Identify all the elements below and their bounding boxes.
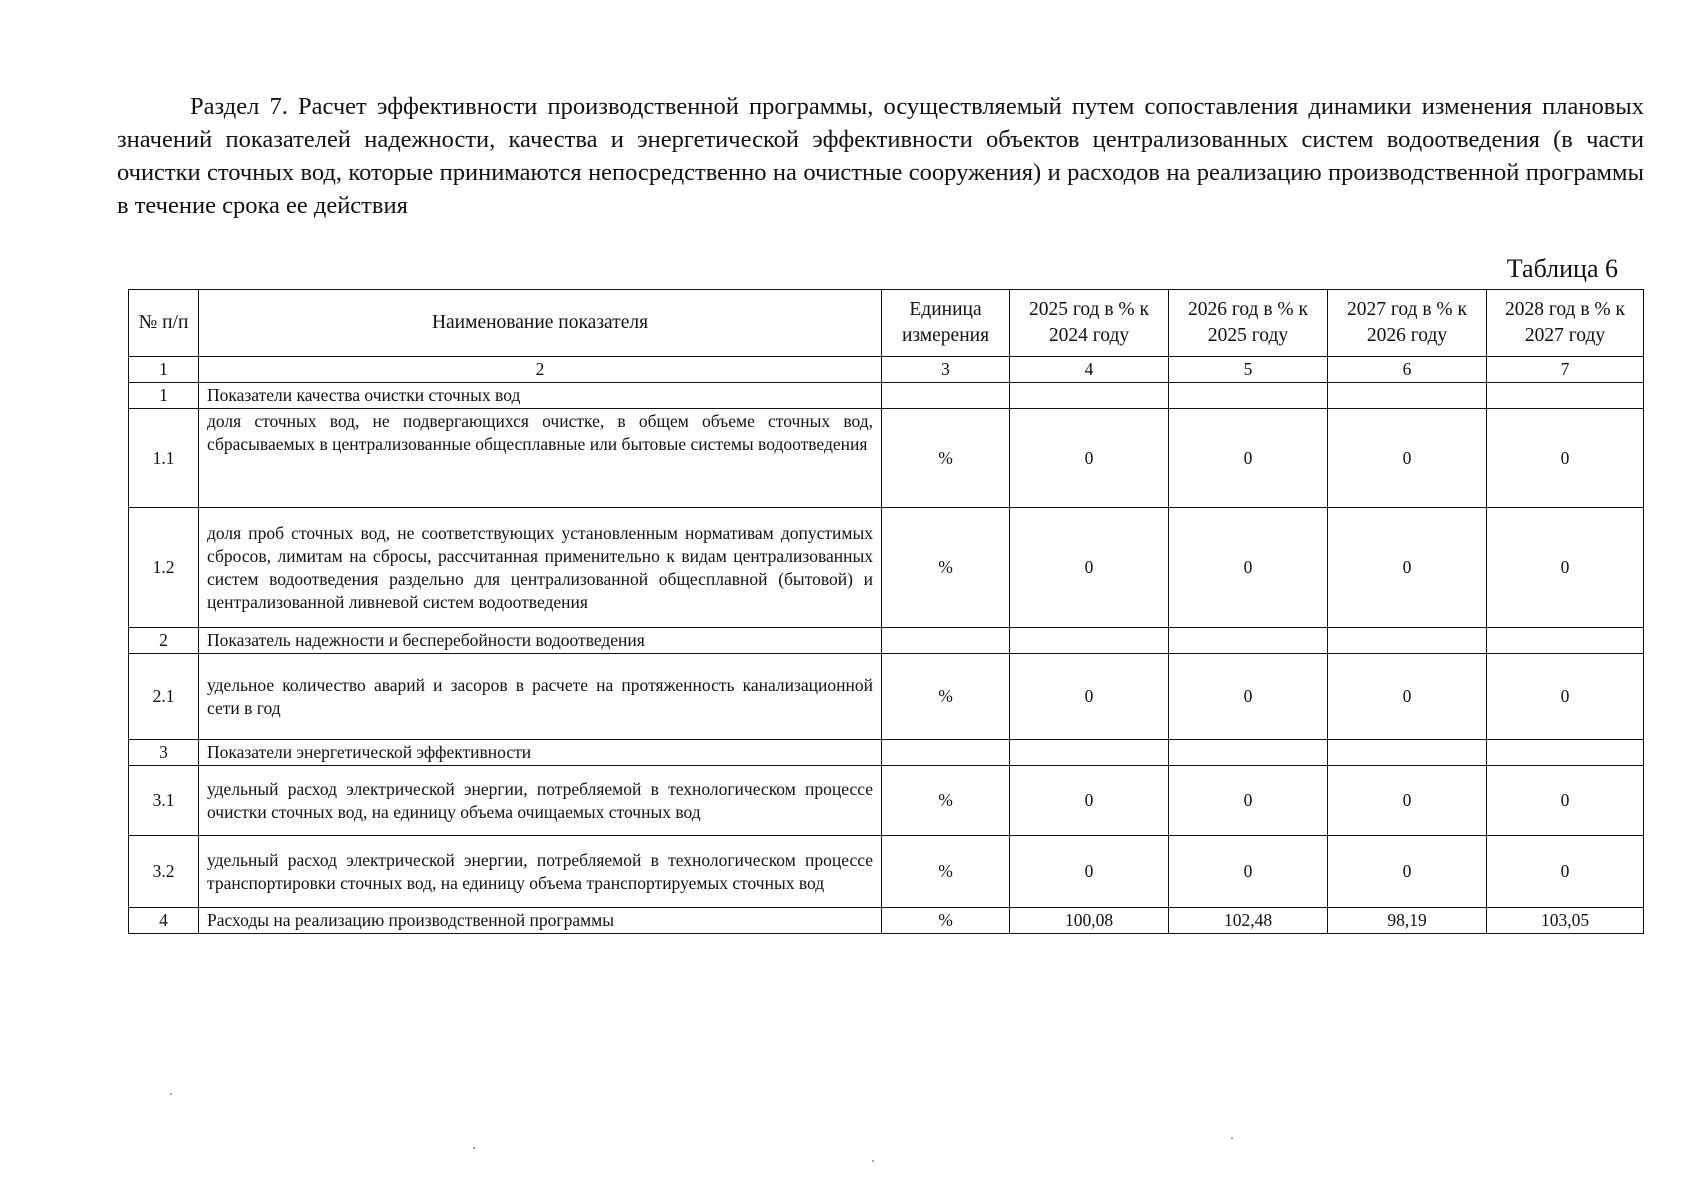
row-unit: % <box>882 908 1010 934</box>
table-row <box>129 409 1644 508</box>
row-value-2026: 0 <box>1169 654 1328 740</box>
table-label: Таблица 6 <box>1506 254 1618 283</box>
row-value-2028: 0 <box>1487 654 1644 740</box>
row-value-2025: 0 <box>1010 508 1169 628</box>
row-value-2025: 0 <box>1010 836 1169 908</box>
row-number: 3.2 <box>129 836 199 908</box>
row-unit: % <box>882 409 1010 508</box>
row-value-2028: 0 <box>1487 836 1644 908</box>
table-row <box>129 740 1644 766</box>
row-number: 3 <box>129 740 199 766</box>
row-value-2028 <box>1487 740 1644 766</box>
row-value-2028: 0 <box>1487 508 1644 628</box>
row-unit: % <box>882 508 1010 628</box>
row-value-2025: 0 <box>1010 654 1169 740</box>
header-num: № п/п <box>129 290 199 357</box>
row-value-2027 <box>1328 383 1487 409</box>
row-value-2026: 102,48 <box>1169 908 1328 934</box>
table-row <box>129 383 1644 409</box>
row-unit: % <box>882 654 1010 740</box>
scan-speck <box>1231 1137 1233 1139</box>
row-number: 1.1 <box>129 409 199 508</box>
column-number: 2 <box>199 357 882 383</box>
row-value-2025 <box>1010 628 1169 654</box>
table-row <box>129 654 1644 740</box>
row-value-2026: 0 <box>1169 409 1328 508</box>
header-2025: 2025 год в % к 2024 году <box>1010 290 1169 357</box>
scan-speck <box>872 1160 874 1162</box>
row-name: Показатели энергетической эффективности <box>199 740 882 766</box>
scan-speck <box>473 1147 475 1149</box>
row-value-2026: 0 <box>1169 508 1328 628</box>
row-name: удельный расход электрической энергии, потребляемой в технологическом процессе очистки сточных вод, на единицу объема очищаемых сточных вод <box>199 766 882 836</box>
row-value-2025 <box>1010 383 1169 409</box>
row-value-2025: 0 <box>1010 409 1169 508</box>
row-number: 4 <box>129 908 199 934</box>
header-2028: 2028 год в % к 2027 году <box>1487 290 1644 357</box>
row-value-2026: 0 <box>1169 766 1328 836</box>
row-number: 2 <box>129 628 199 654</box>
row-number: 2.1 <box>129 654 199 740</box>
row-value-2027 <box>1328 740 1487 766</box>
row-name: доля сточных вод, не подвергающихся очистке, в общем объеме сточных вод, сбрасываемых в централизованные общесплавные или бытовые системы водоотведения <box>199 409 882 508</box>
row-unit <box>882 383 1010 409</box>
row-value-2026: 0 <box>1169 836 1328 908</box>
row-unit <box>882 740 1010 766</box>
section-heading: Раздел 7. Расчет эффективности производственной программы, осуществляемый путем сопоставления динамики изменения плановых значений показателей надежности, качества и энергетической эффективности объектов централизованных систем водоотведения (в части очистки сточных вод, которые принимаются непосредственно на очистные сооружения) и расходов на реализацию производственной программы в течение срока ее действия <box>117 93 1644 219</box>
row-value-2027: 0 <box>1328 836 1487 908</box>
header-2027: 2027 год в % к 2026 году <box>1328 290 1487 357</box>
column-number: 5 <box>1169 357 1328 383</box>
table-header-row <box>129 290 1644 357</box>
row-value-2028: 0 <box>1487 766 1644 836</box>
row-value-2025: 0 <box>1010 766 1169 836</box>
row-number: 1 <box>129 383 199 409</box>
row-value-2027: 0 <box>1328 409 1487 508</box>
row-value-2027 <box>1328 628 1487 654</box>
row-name: Показатель надежности и бесперебойности водоотведения <box>199 628 882 654</box>
row-value-2028: 103,05 <box>1487 908 1644 934</box>
row-value-2026 <box>1169 740 1328 766</box>
table-row <box>129 908 1644 934</box>
table-row <box>129 508 1644 628</box>
table-row <box>129 836 1644 908</box>
row-value-2025 <box>1010 740 1169 766</box>
row-value-2028 <box>1487 383 1644 409</box>
scan-speck <box>170 1093 172 1095</box>
column-number: 1 <box>129 357 199 383</box>
row-value-2027: 0 <box>1328 766 1487 836</box>
table-row <box>129 766 1644 836</box>
row-unit: % <box>882 766 1010 836</box>
row-number: 3.1 <box>129 766 199 836</box>
row-name: доля проб сточных вод, не соответствующих установленным нормативам допустимых сбросов, лимитам на сбросы, рассчитанная применительно к видам централизованных систем водоотведения раздельно для централизованной общесплавной (бытовой) и централизованной ливневой систем водоотведения <box>199 508 882 628</box>
row-unit <box>882 628 1010 654</box>
row-value-2027: 0 <box>1328 508 1487 628</box>
row-value-2026 <box>1169 628 1328 654</box>
column-number: 3 <box>882 357 1010 383</box>
column-number: 7 <box>1487 357 1644 383</box>
row-name: Показатели качества очистки сточных вод <box>199 383 882 409</box>
row-number: 1.2 <box>129 508 199 628</box>
row-name: удельный расход электрической энергии, потребляемой в технологическом процессе транспортировки сточных вод, на единицу объема транспортируемых сточных вод <box>199 836 882 908</box>
row-name: Расходы на реализацию производственной программы <box>199 908 882 934</box>
table-row <box>129 628 1644 654</box>
column-number: 6 <box>1328 357 1487 383</box>
header-name: Наименование показателя <box>199 290 882 357</box>
row-value-2028 <box>1487 628 1644 654</box>
header-2026: 2026 год в % к 2025 году <box>1169 290 1328 357</box>
efficiency-table <box>128 289 1644 934</box>
row-unit: % <box>882 836 1010 908</box>
row-name: удельное количество аварий и засоров в расчете на протяженность канализационной сети в год <box>199 654 882 740</box>
row-value-2028: 0 <box>1487 409 1644 508</box>
header-unit: Единица измерения <box>882 290 1010 357</box>
row-value-2027: 98,19 <box>1328 908 1487 934</box>
row-value-2027: 0 <box>1328 654 1487 740</box>
column-number-row <box>129 357 1644 383</box>
row-value-2025: 100,08 <box>1010 908 1169 934</box>
column-number: 4 <box>1010 357 1169 383</box>
row-value-2026 <box>1169 383 1328 409</box>
